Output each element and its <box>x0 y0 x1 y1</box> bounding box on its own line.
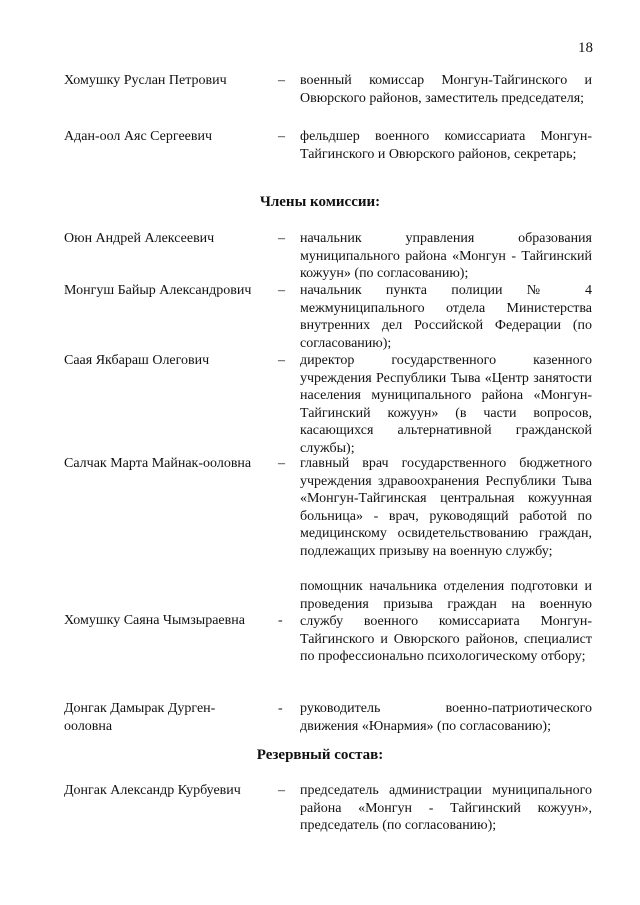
person-role: помощник начальника отделения подготовки и проведения призыва граждан на военную службу военного комиссариата Монгун-Тайгинского и Овюрского районов, специалист по профессионально психологическому отбору; <box>300 579 592 664</box>
person-name: Хомушку Руслан Петрович <box>64 73 227 88</box>
person-role: начальник пункта полиции № 4 межмуниципального отдела Министерства внутренних дел Российской Федерации (по согласованию); <box>300 283 592 351</box>
person-role: военный комиссар Монгун-Тайгинского и Овюрского районов, заместитель председателя; <box>300 73 592 106</box>
separator-dash: – <box>278 353 285 368</box>
separator-dash: – <box>278 283 285 298</box>
person-name: Салчак Марта Майнак-ооловна <box>64 456 252 471</box>
members-heading: Члены комиссии: <box>259 194 381 210</box>
person-name: Донгак Александр Курбуевич <box>64 783 241 798</box>
person-name: Адан-оол Аяс Сергеевич <box>64 129 213 144</box>
person-name: Донгак Дамырак Дурген-ооловна <box>64 701 216 734</box>
person-name: Оюн Андрей Алексеевич <box>64 231 215 246</box>
person-role: начальник управления образования муниципального района «Монгун - Тайгинский кожуун» (по согласованию); <box>300 231 592 281</box>
person-role: директор государственного казенного учреждения Республики Тыва «Центр занятости населения муниципального района «Монгун- Тайгинский кожуун» (в части вопросов, касающихся альтернативной гражданской службы); <box>300 353 592 456</box>
separator-dash: - <box>278 701 283 716</box>
person-name: Монгуш Байыр Александрович <box>64 283 252 298</box>
person-name: Саая Якбараш Олегович <box>64 353 210 368</box>
page-number: 18 <box>578 40 593 56</box>
reserve-heading: Резервный состав: <box>256 747 384 763</box>
person-role: главный врач государственного бюджетного учреждения здравоохранения Республики Тыва «Монгун-Тайгинская центральная кожуунная больница» - врач, руководящий работой по медицинскому освидетельствованию граждан, подлежащих призыву на военную службу; <box>300 456 592 559</box>
person-role: фельдшер военного комиссариата Монгун-Тайгинского и Овюрского районов, секретарь; <box>300 129 592 162</box>
separator-dash: - <box>278 613 283 628</box>
person-name: Хомушку Саяна Чымзыраевна <box>64 613 245 628</box>
person-role: руководитель военно-патриотического движения «Юнармия» (по согласованию); <box>300 701 592 734</box>
person-role: председатель администрации муниципального района «Монгун - Тайгинский кожуун», председатель (по согласованию); <box>300 783 592 833</box>
separator-dash: – <box>278 129 285 144</box>
separator-dash: – <box>278 73 285 88</box>
separator-dash: – <box>278 456 285 471</box>
separator-dash: – <box>278 231 285 246</box>
separator-dash: – <box>278 783 285 798</box>
